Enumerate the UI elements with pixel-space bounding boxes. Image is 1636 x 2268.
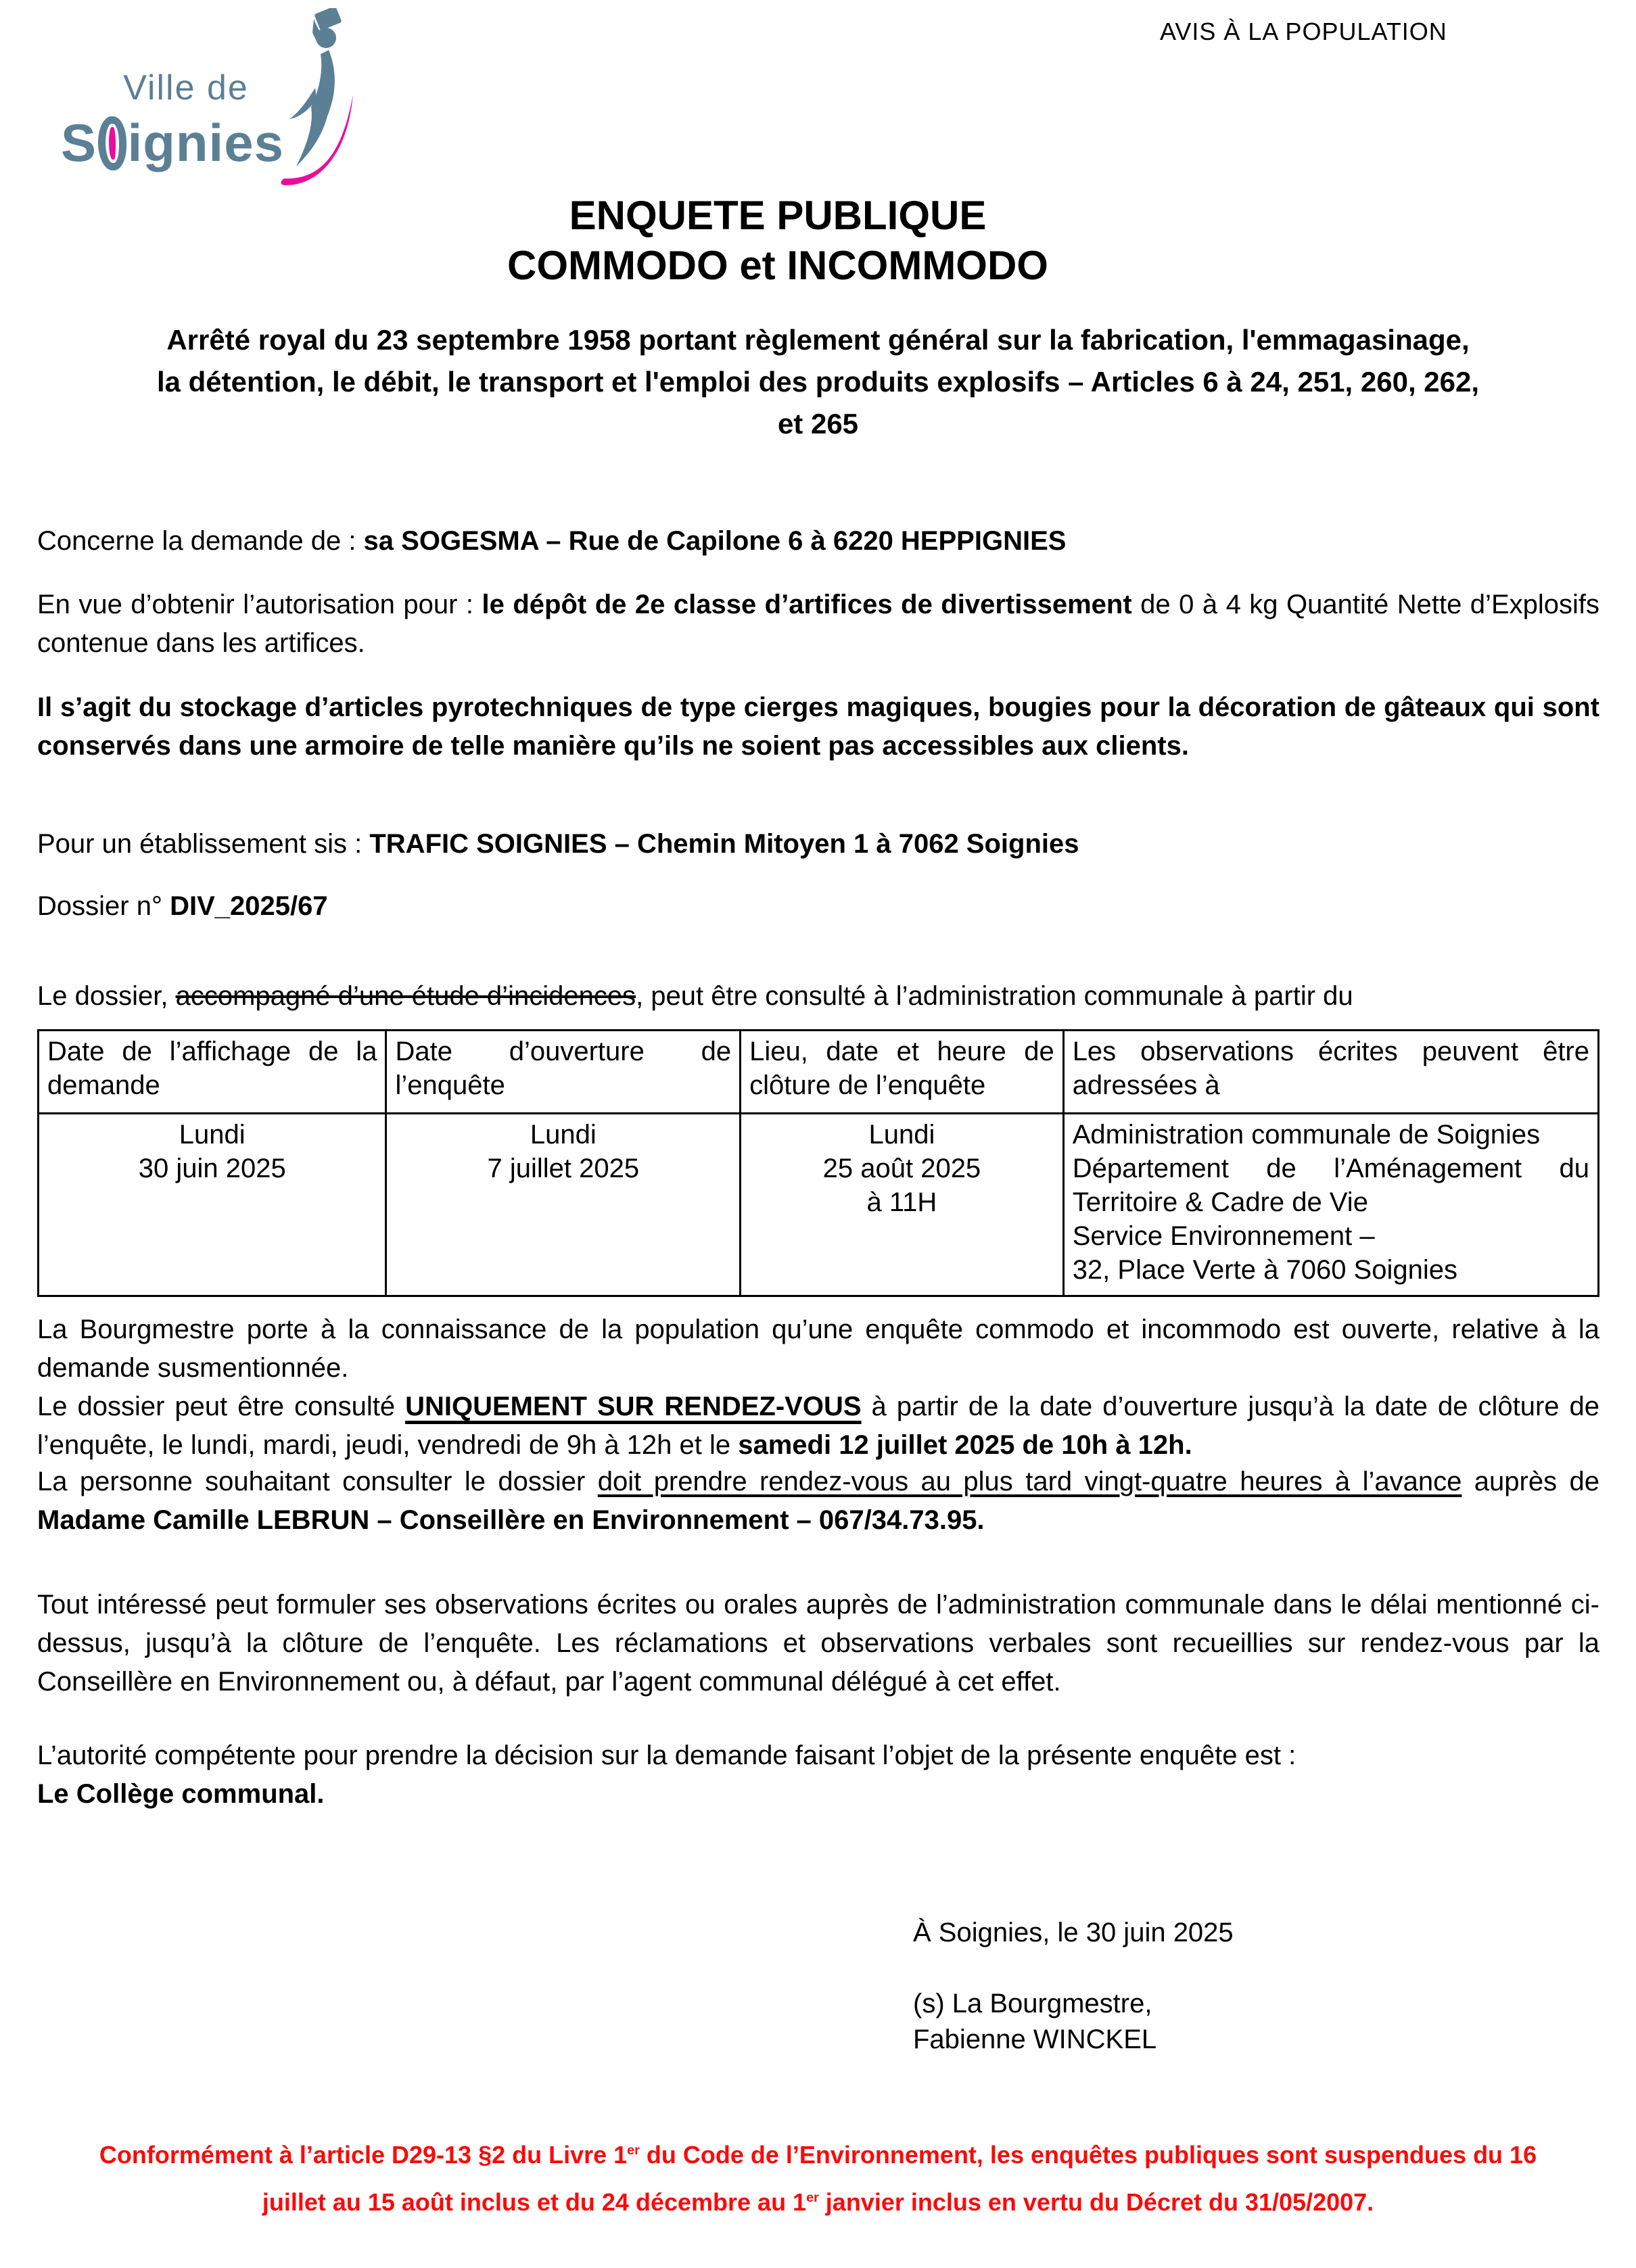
cloture-line3: à 11H: [866, 1187, 937, 1217]
enquete-table-wrap: [37, 1029, 1599, 1297]
title-line2: COMMODO et INCOMMODO: [507, 243, 1048, 288]
concerne-paragraph: [37, 522, 1599, 561]
avis-population-banner: AVIS À LA POPULATION: [1160, 18, 1447, 45]
stockage-paragraph: Il s’agit du stockage d’articles pyrotechniques de type cierges magiques, bougies pour la décoration de gâteaux qui sont conservés dans une armoire de telle manière qu’ils ne soient pas accessibles aux clients.: [37, 692, 1599, 761]
rendez-vous-paragraph: [37, 1463, 1599, 1540]
ouverture-l2-pre: Le dossier peut être consulté: [37, 1392, 406, 1421]
signature-block: [913, 1915, 1234, 2058]
autorite-line2: Le Collège communal.: [37, 1779, 325, 1809]
logo-line2-end: ignies: [127, 113, 284, 172]
th-date-affichage: Date de l’affichage de la demande: [39, 1031, 386, 1114]
concerne-label: Concerne la demande de :: [37, 526, 364, 556]
signature-place-date: À Soignies, le 30 juin 2025: [913, 1918, 1234, 1947]
rdv-pre: La personne souhaitant consulter le dossier: [37, 1467, 598, 1496]
enquete-table: [37, 1029, 1599, 1297]
adresse-line1: Administration communale de Soignies: [1072, 1120, 1541, 1150]
page-title: [0, 191, 1556, 291]
affichage-line2: 30 juin 2025: [138, 1154, 286, 1183]
cloture-line2: 25 août 2025: [822, 1154, 981, 1183]
autorisation-pre: En vue d’obtenir l’autorisation pour :: [37, 590, 482, 619]
dossier-number-line: [37, 887, 1599, 926]
ouverture-l1: La Bourgmestre porte à la connaissance de la population qu’une enquête commodo et incommodo est ouverte, relative à la demande susmentionnée.: [37, 1315, 1599, 1383]
ouverture-l2-mid: à partir de la date d’ouverture jusqu’à la date de clôture de l’enquête, le lundi, mardi, jeudi, vendredi de 9h à 12h et le: [37, 1392, 1600, 1460]
cloture-line1: Lundi: [868, 1120, 935, 1150]
etablissement-paragraph: [37, 825, 1599, 864]
ouverture-line1: Lundi: [530, 1120, 597, 1150]
arrete-line2: la détention, le débit, le transport et l'emploi des produits explosifs – Articles 6 à 24, 251, 260, 262,: [156, 366, 1480, 398]
logo-text: [61, 68, 284, 174]
etablissement-value: TRAFIC SOIGNIES – Chemin Mitoyen 1 à 7062 Soignies: [369, 829, 1079, 859]
arrete-line1: Arrêté royal du 23 septembre 1958 portant règlement général sur la fabrication, l'emmagasinage,: [166, 324, 1470, 356]
footer-sup2: er: [806, 2190, 819, 2205]
autorisation-paragraph: [37, 586, 1599, 663]
footer-seg3: janvier inclus en vertu du Décret du 31/05/2007.: [818, 2188, 1374, 2216]
autorisation-post: de 0 à 4 kg Quantité Nette d’Explosifs contenue dans les artifices.: [37, 590, 1600, 658]
consultation-line: [37, 977, 1599, 1016]
legal-footer: [0, 2131, 1636, 2226]
dossier-label: Dossier n°: [37, 891, 170, 921]
cell-date-cloture: [741, 1114, 1064, 1296]
rdv-underlined: doit prendre rendez-vous au plus tard vingt-quatre heures à l’avance: [597, 1467, 1462, 1496]
autorite-paragraph: [37, 1737, 1599, 1814]
consultation-pre: Le dossier,: [37, 981, 176, 1011]
dossier-value: DIV_2025/67: [170, 891, 328, 921]
th-observations: Les observations écrites peuvent être adressées à: [1063, 1031, 1598, 1114]
footer-sup1: er: [627, 2143, 640, 2158]
affichage-line1: Lundi: [179, 1120, 246, 1150]
table-data-row: [39, 1114, 1599, 1296]
table-header-row: [39, 1031, 1599, 1114]
logo-line2-start: S: [61, 113, 97, 172]
arrete-line3: et 265: [777, 408, 859, 440]
arrete-royal-paragraph: [0, 319, 1636, 445]
footer-seg1: Conformément à l’article D29-13 §2 du Livre 1: [99, 2141, 628, 2169]
adresse-line4: 32, Place Verte à 7060 Soignies: [1072, 1255, 1457, 1285]
title-line1: ENQUETE PUBLIQUE: [569, 193, 987, 238]
consultation-struck-text: accompagné d’une étude d’incidences: [175, 981, 636, 1011]
ouverture-rdv-emphasis: UNIQUEMENT SUR RENDEZ-VOUS: [405, 1392, 862, 1421]
rdv-mid: auprès de: [1462, 1467, 1599, 1496]
adresse-line2: Département de l’Aménagement du Territoire & Cadre de Vie: [1072, 1154, 1589, 1217]
cell-date-ouverture: [386, 1114, 741, 1296]
legal-footer-text: [71, 2131, 1566, 2226]
signature-name: Fabienne WINCKEL: [913, 2025, 1157, 2054]
rdv-contact-bold: Madame Camille LEBRUN – Conseillère en Environnement – 067/34.73.95.: [37, 1505, 985, 1535]
etablissement-label: Pour un établissement sis :: [37, 829, 370, 859]
signature-signed-line: (s) La Bourgmestre,: [913, 1989, 1152, 2018]
soignies-figure-icon: [257, 8, 358, 189]
ouverture-line2: 7 juillet 2025: [487, 1154, 640, 1183]
logo-o-mark-icon: [98, 116, 126, 170]
ouverture-samedi-bold: samedi 12 juillet 2025 de 10h à 12h.: [738, 1430, 1192, 1460]
cell-date-affichage: [39, 1114, 386, 1296]
autorite-line1: L’autorité compétente pour prendre la décision sur la demande faisant l’objet de la présente enquête est :: [37, 1741, 1296, 1770]
th-lieu-cloture: Lieu, date et heure de clôture de l’enquête: [741, 1031, 1064, 1114]
logo-line1: Ville de: [123, 68, 249, 108]
th-date-ouverture: Date d’ouverture de l’enquête: [386, 1031, 741, 1114]
consultation-post: , peut être consulté à l’administration communale à partir du: [636, 981, 1353, 1011]
footer-seg2: du Code de l’Environnement, les enquêtes publiques sont suspendues du 16 juillet au 15 août inclus et du 24 décembre au 1: [262, 2141, 1537, 2216]
adresse-line3: Service Environnement –: [1072, 1221, 1375, 1251]
concerne-value: sa SOGESMA – Rue de Capilone 6 à 6220 HEPPIGNIES: [363, 526, 1067, 556]
observations-paragraph: Tout intéressé peut formuler ses observations écrites ou orales auprès de l’administration communale dans le délai mentionné ci-dessus, jusqu’à la clôture de l’enquête. Les réclamations et observations verbales sont recueillies sur rendez-vous par la Conseillère en Environnement ou, à défaut, par l’agent communal délégué à cet effet.: [37, 1590, 1599, 1697]
ouverture-enquete-paragraph: [37, 1310, 1599, 1465]
autorisation-bold: le dépôt de 2e classe d’artifices de divertissement: [482, 590, 1132, 619]
ville-de-soignies-logo: [61, 8, 358, 191]
logo-line2: [61, 112, 284, 174]
cell-adresse: [1063, 1114, 1598, 1296]
